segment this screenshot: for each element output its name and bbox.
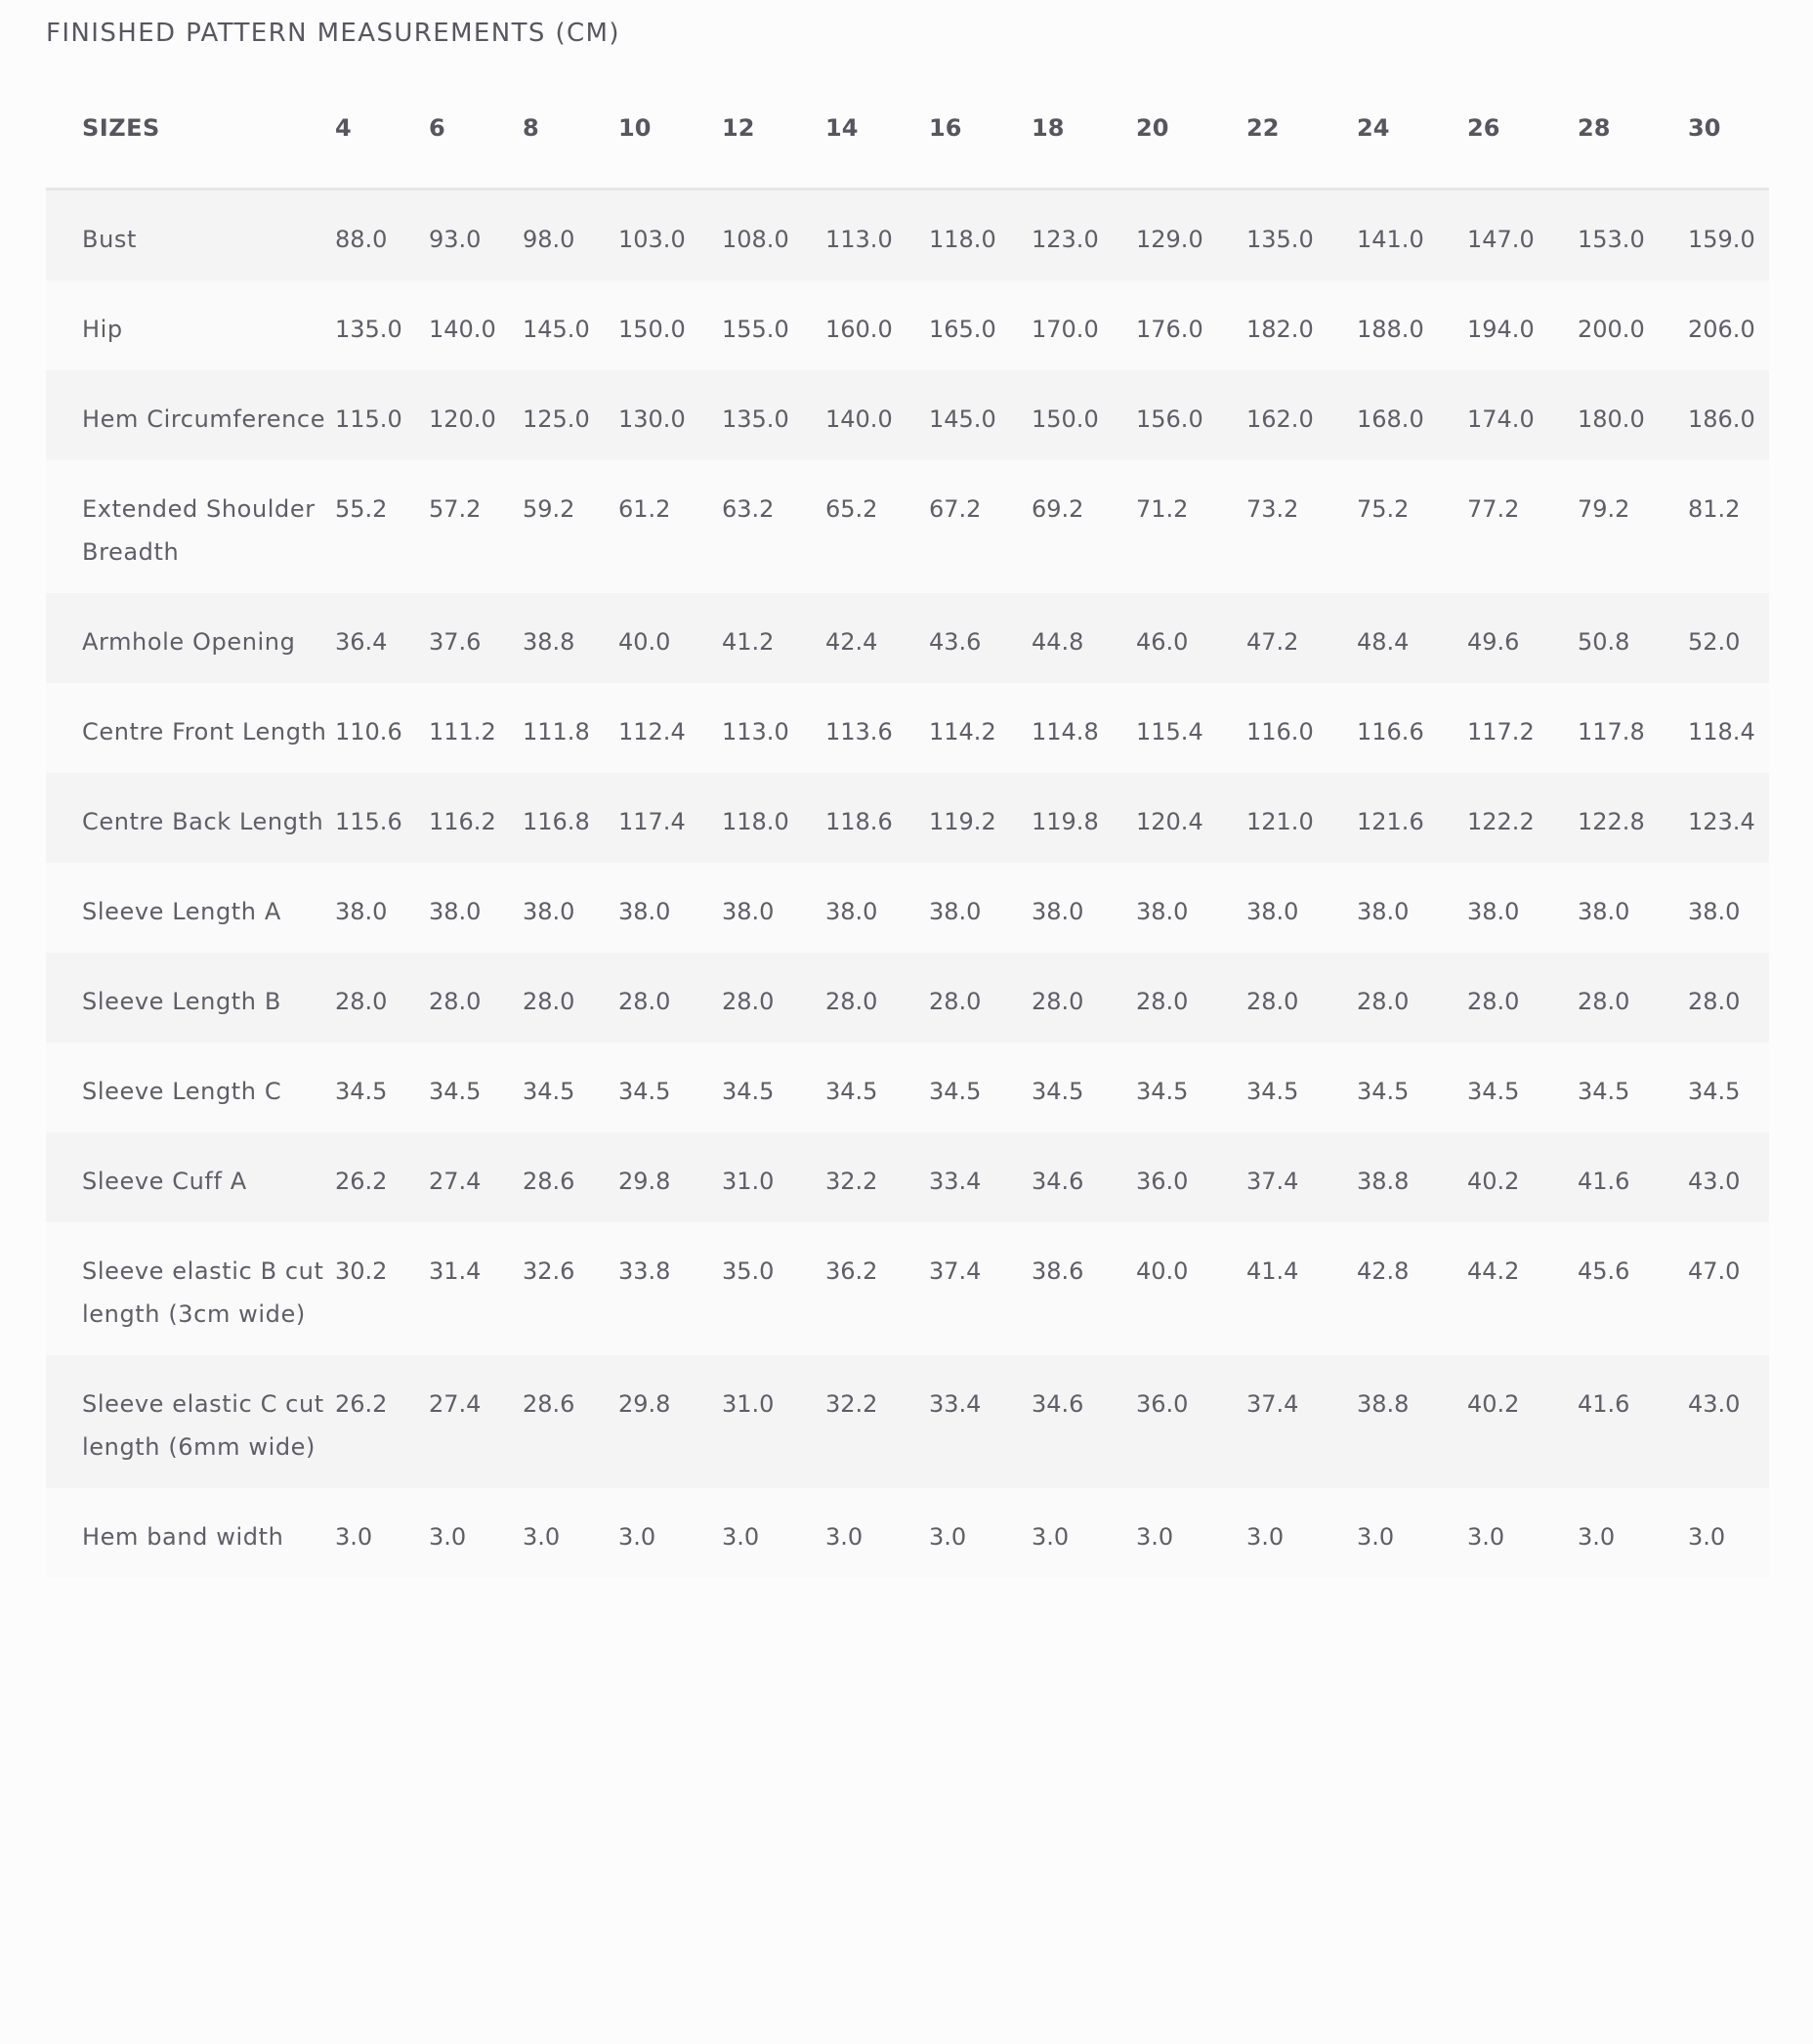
measurement-cell: 174.0: [1467, 405, 1535, 433]
measurement-cell: 38.0: [335, 897, 388, 925]
measurement-cell: 28.0: [1032, 987, 1084, 1015]
table-row: [46, 593, 1769, 683]
measurement-cell: 61.2: [618, 494, 671, 523]
measurement-cell: 34.5: [1357, 1077, 1410, 1105]
measurement-cell: 113.0: [825, 225, 893, 253]
measurement-cell: 49.6: [1467, 627, 1520, 656]
measurement-cell: 38.0: [523, 897, 575, 925]
measurement-cell: 42.8: [1357, 1256, 1410, 1285]
measurement-cell: 36.4: [335, 627, 388, 656]
measurement-cell: 129.0: [1136, 225, 1203, 253]
measurement-cell: 120.4: [1136, 807, 1203, 835]
measurement-cell: 34.5: [1246, 1077, 1299, 1105]
measurement-cell: 120.0: [429, 405, 496, 433]
measurement-cell: 122.8: [1578, 807, 1645, 835]
measurement-cell: 29.8: [618, 1389, 671, 1418]
measurement-cell: 40.0: [1136, 1256, 1189, 1285]
measurement-cell: 38.0: [1246, 897, 1299, 925]
table-row: [46, 1355, 1769, 1488]
measurement-cell: 37.4: [1246, 1389, 1299, 1418]
row-label: Bust: [82, 225, 137, 253]
measurement-cell: 118.6: [825, 807, 893, 835]
measurement-cell: 37.4: [929, 1256, 982, 1285]
measurement-cell: 31.4: [429, 1256, 482, 1285]
measurement-cell: 115.6: [335, 807, 402, 835]
measurement-cell: 57.2: [429, 494, 482, 523]
measurement-cell: 155.0: [722, 315, 789, 343]
measurement-cell: 26.2: [335, 1389, 388, 1418]
row-label: Sleeve elastic C cut length (6mm wide): [82, 1389, 324, 1461]
row-label: Sleeve Length B: [82, 987, 281, 1015]
measurement-cell: 3.0: [929, 1522, 967, 1551]
measurement-cell: 33.8: [618, 1256, 671, 1285]
measurement-cell: 140.0: [825, 405, 893, 433]
measurement-cell: 150.0: [618, 315, 686, 343]
header-size: 12: [722, 113, 755, 142]
measurement-cell: 38.0: [429, 897, 482, 925]
row-label: Hem band width: [82, 1522, 284, 1551]
measurement-cell: 44.8: [1032, 627, 1084, 656]
measurement-cell: 162.0: [1246, 405, 1314, 433]
measurement-cell: 75.2: [1357, 494, 1410, 523]
header-size: 30: [1688, 113, 1721, 142]
table-row: [46, 1043, 1769, 1132]
measurement-cell: 113.0: [722, 717, 789, 745]
measurement-cell: 93.0: [429, 225, 482, 253]
measurement-cell: 38.6: [1032, 1256, 1084, 1285]
measurement-cell: 180.0: [1578, 405, 1645, 433]
measurement-cell: 33.4: [929, 1167, 982, 1195]
measurement-cell: 140.0: [429, 315, 496, 343]
measurement-cell: 116.0: [1246, 717, 1314, 745]
measurement-cell: 116.8: [523, 807, 590, 835]
measurement-cell: 98.0: [523, 225, 575, 253]
measurement-cell: 3.0: [335, 1522, 373, 1551]
measurement-cell: 3.0: [1357, 1522, 1395, 1551]
header-size: 16: [929, 113, 962, 142]
measurement-cell: 35.0: [722, 1256, 775, 1285]
measurement-cell: 145.0: [523, 315, 590, 343]
row-label: Sleeve Length C: [82, 1077, 282, 1105]
measurement-cell: 170.0: [1032, 315, 1099, 343]
page-title: FINISHED PATTERN MEASUREMENTS (CM): [46, 19, 620, 48]
measurement-cell: 43.0: [1688, 1389, 1741, 1418]
table-row: [46, 370, 1769, 460]
measurement-cell: 28.0: [1467, 987, 1520, 1015]
measurement-cell: 114.2: [929, 717, 996, 745]
measurement-cell: 28.0: [523, 987, 575, 1015]
measurement-cell: 31.0: [722, 1167, 775, 1195]
measurement-cell: 118.0: [722, 807, 789, 835]
row-label: Extended Shoulder Breadth: [82, 494, 316, 566]
measurements-table: [46, 68, 1769, 1578]
measurement-cell: 160.0: [825, 315, 893, 343]
measurement-cell: 36.0: [1136, 1167, 1189, 1195]
measurement-cell: 45.6: [1578, 1256, 1630, 1285]
header-size: 14: [825, 113, 859, 142]
measurement-cell: 200.0: [1578, 315, 1645, 343]
measurement-cell: 125.0: [523, 405, 590, 433]
measurement-cell: 34.6: [1032, 1389, 1084, 1418]
measurement-cell: 3.0: [1032, 1522, 1070, 1551]
measurement-cell: 182.0: [1246, 315, 1314, 343]
measurement-cell: 34.5: [1688, 1077, 1741, 1105]
table-row: [46, 1222, 1769, 1355]
measurement-cell: 118.0: [929, 225, 996, 253]
header-size: 26: [1467, 113, 1500, 142]
measurement-cell: 38.0: [1357, 897, 1410, 925]
measurement-cell: 38.0: [1136, 897, 1189, 925]
measurement-cell: 43.6: [929, 627, 982, 656]
measurement-cell: 110.6: [335, 717, 402, 745]
measurement-cell: 34.5: [1467, 1077, 1520, 1105]
row-label: Sleeve elastic B cut length (3cm wide): [82, 1256, 324, 1328]
measurement-cell: 28.0: [1688, 987, 1741, 1015]
measurement-cell: 40.2: [1467, 1167, 1520, 1195]
measurement-cell: 38.0: [1467, 897, 1520, 925]
measurement-cell: 3.0: [618, 1522, 656, 1551]
measurement-cell: 88.0: [335, 225, 388, 253]
measurement-cell: 130.0: [618, 405, 686, 433]
measurement-cell: 112.4: [618, 717, 686, 745]
measurement-cell: 116.6: [1357, 717, 1424, 745]
measurement-cell: 28.0: [1578, 987, 1630, 1015]
measurement-cell: 34.5: [1032, 1077, 1084, 1105]
row-label: Sleeve Length A: [82, 897, 281, 925]
table-row: [46, 1488, 1769, 1578]
measurement-cell: 206.0: [1688, 315, 1755, 343]
measurement-cell: 123.4: [1688, 807, 1755, 835]
measurement-cell: 77.2: [1467, 494, 1520, 523]
measurement-cell: 27.4: [429, 1167, 482, 1195]
measurement-cell: 135.0: [1246, 225, 1314, 253]
row-label: Armhole Opening: [82, 627, 296, 656]
header-size: 22: [1246, 113, 1280, 142]
measurement-cell: 38.0: [1688, 897, 1741, 925]
measurement-cell: 32.2: [825, 1167, 878, 1195]
header-size: 20: [1136, 113, 1169, 142]
measurement-cell: 103.0: [618, 225, 686, 253]
header-size: 4: [335, 113, 352, 142]
measurement-cell: 37.6: [429, 627, 482, 656]
measurement-cell: 59.2: [523, 494, 575, 523]
measurement-cell: 37.4: [1246, 1167, 1299, 1195]
measurement-cell: 28.6: [523, 1167, 575, 1195]
measurement-cell: 55.2: [335, 494, 388, 523]
measurement-cell: 28.0: [1357, 987, 1410, 1015]
measurement-cell: 29.8: [618, 1167, 671, 1195]
measurement-cell: 176.0: [1136, 315, 1203, 343]
measurement-cell: 115.0: [335, 405, 402, 433]
measurement-cell: 81.2: [1688, 494, 1741, 523]
measurement-cell: 65.2: [825, 494, 878, 523]
measurement-cell: 135.0: [722, 405, 789, 433]
measurement-cell: 3.0: [1136, 1522, 1174, 1551]
measurement-cell: 108.0: [722, 225, 789, 253]
measurement-cell: 38.0: [1032, 897, 1084, 925]
measurement-cell: 117.2: [1467, 717, 1535, 745]
header-size: 24: [1357, 113, 1390, 142]
measurement-cell: 111.8: [523, 717, 590, 745]
measurement-cell: 123.0: [1032, 225, 1099, 253]
row-label: Sleeve Cuff A: [82, 1167, 247, 1195]
measurement-cell: 111.2: [429, 717, 496, 745]
table-row: [46, 773, 1769, 863]
header-size: 8: [523, 113, 539, 142]
measurement-cell: 79.2: [1578, 494, 1630, 523]
measurement-cell: 34.5: [825, 1077, 878, 1105]
table-row: [46, 683, 1769, 773]
measurement-cell: 50.8: [1578, 627, 1630, 656]
measurement-cell: 43.0: [1688, 1167, 1741, 1195]
measurement-cell: 3.0: [1688, 1522, 1726, 1551]
measurement-cell: 141.0: [1357, 225, 1424, 253]
measurement-cell: 69.2: [1032, 494, 1084, 523]
measurement-cell: 38.0: [1578, 897, 1630, 925]
measurement-cell: 34.5: [1136, 1077, 1189, 1105]
measurement-cell: 28.0: [335, 987, 388, 1015]
measurement-cell: 41.6: [1578, 1167, 1630, 1195]
measurement-cell: 47.0: [1688, 1256, 1741, 1285]
measurement-cell: 34.5: [1578, 1077, 1630, 1105]
measurement-cell: 28.0: [722, 987, 775, 1015]
measurement-cell: 3.0: [722, 1522, 760, 1551]
measurement-cell: 28.0: [1136, 987, 1189, 1015]
header-size: 6: [429, 113, 445, 142]
measurement-cell: 3.0: [1246, 1522, 1285, 1551]
measurement-cell: 67.2: [929, 494, 982, 523]
measurement-cell: 28.0: [429, 987, 482, 1015]
measurement-cell: 28.0: [618, 987, 671, 1015]
measurement-cell: 119.2: [929, 807, 996, 835]
table-row: [46, 189, 1769, 280]
measurement-cell: 33.4: [929, 1389, 982, 1418]
measurement-cell: 122.2: [1467, 807, 1535, 835]
measurement-cell: 41.4: [1246, 1256, 1299, 1285]
measurement-cell: 52.0: [1688, 627, 1741, 656]
measurement-cell: 34.5: [523, 1077, 575, 1105]
measurement-cell: 71.2: [1136, 494, 1189, 523]
table-row: [46, 280, 1769, 370]
measurement-cell: 117.4: [618, 807, 686, 835]
measurement-cell: 121.6: [1357, 807, 1424, 835]
measurement-cell: 34.5: [335, 1077, 388, 1105]
row-label: Hip: [82, 315, 123, 343]
measurement-cell: 28.0: [929, 987, 982, 1015]
measurement-cell: 36.0: [1136, 1389, 1189, 1418]
measurement-cell: 168.0: [1357, 405, 1424, 433]
measurement-cell: 34.5: [618, 1077, 671, 1105]
measurement-cell: 34.5: [722, 1077, 775, 1105]
measurement-cell: 36.2: [825, 1256, 878, 1285]
measurement-cell: 147.0: [1467, 225, 1535, 253]
measurement-cell: 38.0: [929, 897, 982, 925]
measurement-cell: 3.0: [523, 1522, 561, 1551]
measurement-cell: 188.0: [1357, 315, 1424, 343]
measurement-cell: 116.2: [429, 807, 496, 835]
row-label: Centre Back Length: [82, 807, 324, 835]
measurement-cell: 135.0: [335, 315, 402, 343]
measurement-cell: 28.0: [1246, 987, 1299, 1015]
measurement-cell: 41.2: [722, 627, 775, 656]
row-label: Centre Front Length: [82, 717, 327, 745]
measurement-cell: 73.2: [1246, 494, 1299, 523]
measurement-cell: 34.5: [429, 1077, 482, 1105]
measurement-cell: 145.0: [929, 405, 996, 433]
measurement-cell: 27.4: [429, 1389, 482, 1418]
measurement-cell: 34.5: [929, 1077, 982, 1105]
measurement-cell: 32.2: [825, 1389, 878, 1418]
measurement-cell: 38.0: [618, 897, 671, 925]
header-size: 28: [1578, 113, 1611, 142]
measurement-cell: 40.0: [618, 627, 671, 656]
measurement-cell: 159.0: [1688, 225, 1755, 253]
row-label: Hem Circumference: [82, 405, 326, 433]
header-row: [46, 68, 1769, 189]
measurement-cell: 113.6: [825, 717, 893, 745]
table-row: [46, 460, 1769, 593]
measurement-cell: 3.0: [429, 1522, 467, 1551]
measurement-cell: 30.2: [335, 1256, 388, 1285]
table-body: [46, 189, 1769, 1578]
measurement-cell: 114.8: [1032, 717, 1099, 745]
table-header: [46, 68, 1769, 189]
header-size: 10: [618, 113, 652, 142]
measurement-cell: 32.6: [523, 1256, 575, 1285]
measurement-cell: 44.2: [1467, 1256, 1520, 1285]
table-row: [46, 1132, 1769, 1222]
measurement-cell: 186.0: [1688, 405, 1755, 433]
measurement-cell: 3.0: [825, 1522, 864, 1551]
measurement-cell: 115.4: [1136, 717, 1203, 745]
table-row: [46, 863, 1769, 953]
measurement-cell: 38.8: [1357, 1389, 1410, 1418]
measurement-cell: 38.8: [523, 627, 575, 656]
measurement-cell: 28.0: [825, 987, 878, 1015]
measurement-cell: 119.8: [1032, 807, 1099, 835]
measurement-cell: 40.2: [1467, 1389, 1520, 1418]
measurement-cell: 165.0: [929, 315, 996, 343]
table-row: [46, 953, 1769, 1043]
measurement-cell: 26.2: [335, 1167, 388, 1195]
measurement-cell: 28.6: [523, 1389, 575, 1418]
measurement-cell: 38.0: [825, 897, 878, 925]
measurement-cell: 117.8: [1578, 717, 1645, 745]
header-sizes-label: SIZES: [82, 113, 160, 142]
measurement-cell: 42.4: [825, 627, 878, 656]
measurement-cell: 31.0: [722, 1389, 775, 1418]
measurement-cell: 118.4: [1688, 717, 1755, 745]
measurement-cell: 47.2: [1246, 627, 1299, 656]
measurement-cell: 121.0: [1246, 807, 1314, 835]
measurement-cell: 3.0: [1578, 1522, 1616, 1551]
header-size: 18: [1032, 113, 1065, 142]
measurement-cell: 156.0: [1136, 405, 1203, 433]
measurement-cell: 3.0: [1467, 1522, 1505, 1551]
measurement-cell: 48.4: [1357, 627, 1410, 656]
measurement-cell: 38.0: [722, 897, 775, 925]
measurement-cell: 194.0: [1467, 315, 1535, 343]
measurement-cell: 38.8: [1357, 1167, 1410, 1195]
measurement-cell: 46.0: [1136, 627, 1189, 656]
measurement-cell: 41.6: [1578, 1389, 1630, 1418]
measurement-cell: 153.0: [1578, 225, 1645, 253]
measurement-cell: 150.0: [1032, 405, 1099, 433]
measurement-cell: 34.6: [1032, 1167, 1084, 1195]
measurement-cell: 63.2: [722, 494, 775, 523]
